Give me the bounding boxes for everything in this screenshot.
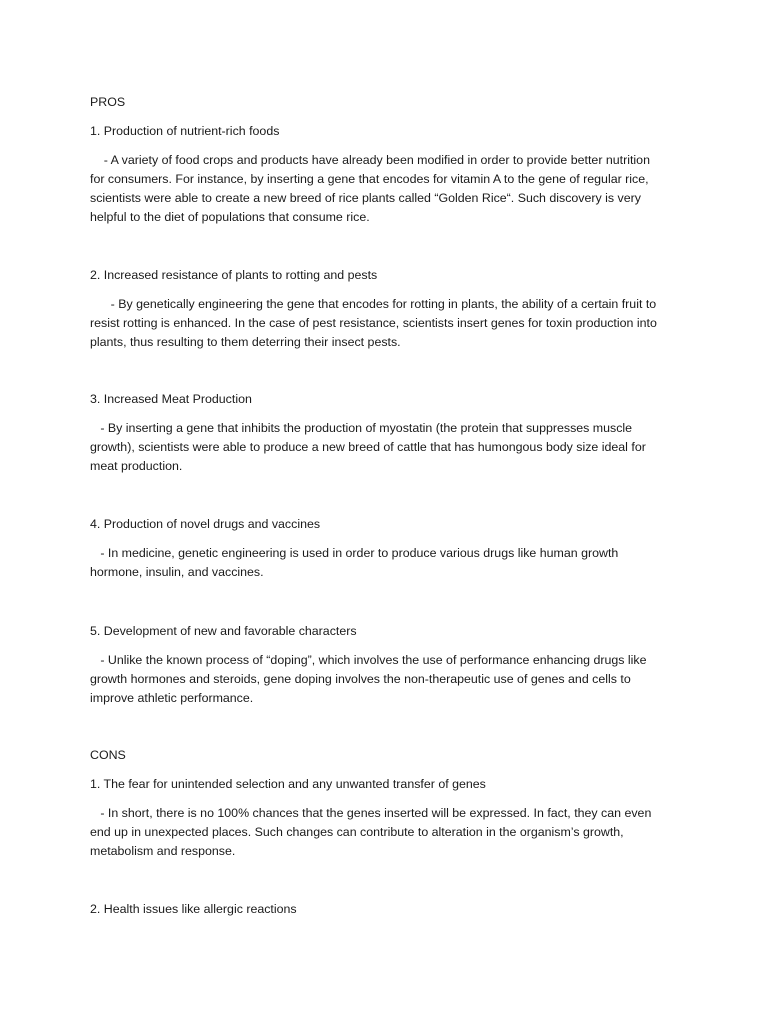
con-2-title: 2. Health issues like allergic reactions [90, 902, 297, 916]
pro-1-line-2: for consumers. For instance, by inserting a gene that encodes for vitamin A to the gene of regular rice, [90, 172, 649, 186]
con-1-line-1: - In short, there is no 100% chances that the genes inserted will be expressed. In fact, they can even [90, 806, 652, 820]
pro-1-line-1: - A variety of food crops and products have already been modified in order to provide better nutrition [90, 153, 650, 167]
pro-3-title: 3. Increased Meat Production [90, 392, 252, 406]
pro-1-line-4: helpful to the diet of populations that consume rice. [90, 210, 370, 224]
pro-1-title: 1. Production of nutrient-rich foods [90, 124, 280, 138]
pro-2-line-3: plants, thus resulting to them deterring their insect pests. [90, 335, 401, 349]
pro-4-line-1: - In medicine, genetic engineering is used in order to produce various drugs like human growth [90, 546, 619, 560]
pro-4-title: 4. Production of novel drugs and vaccines [90, 517, 321, 531]
pro-5-line-1: - Unlike the known process of “doping”, which involves the use of performance enhancing drugs like [90, 653, 647, 667]
pro-5-line-2: growth hormones and steroids, gene doping involves the non-therapeutic use of genes and cells to [90, 672, 631, 686]
cons-heading: CONS [90, 748, 126, 762]
pro-5-line-3: improve athletic performance. [90, 691, 254, 705]
con-1-line-3: metabolism and response. [90, 844, 236, 858]
pro-2-line-1: - By genetically engineering the gene that encodes for rotting in plants, the ability of a certain fruit to [90, 297, 657, 311]
pro-4-line-2: hormone, insulin, and vaccines. [90, 565, 264, 579]
con-1-line-2: end up in unexpected places. Such changes can contribute to alteration in the organism’s growth, [90, 825, 624, 839]
pro-2-title: 2. Increased resistance of plants to rotting and pests [90, 268, 378, 282]
pros-heading: PROS [90, 95, 126, 109]
pro-3-line-1: - By inserting a gene that inhibits the production of myostatin (the protein that suppresses muscle [90, 421, 633, 435]
pro-1-line-3: scientists were able to create a new breed of rice plants called “Golden Rice“. Such discovery is very [90, 191, 641, 205]
pro-2-line-2: resist rotting is enhanced. In the case of pest resistance, scientists insert genes for toxin production into [90, 316, 657, 330]
pro-3-line-3: meat production. [90, 459, 183, 473]
pro-3-line-2: growth), scientists were able to produce a new breed of cattle that has humongous body size ideal for [90, 440, 646, 454]
pro-5-title: 5. Development of new and favorable characters [90, 624, 357, 638]
con-1-title: 1. The fear for unintended selection and any unwanted transfer of genes [90, 777, 486, 791]
